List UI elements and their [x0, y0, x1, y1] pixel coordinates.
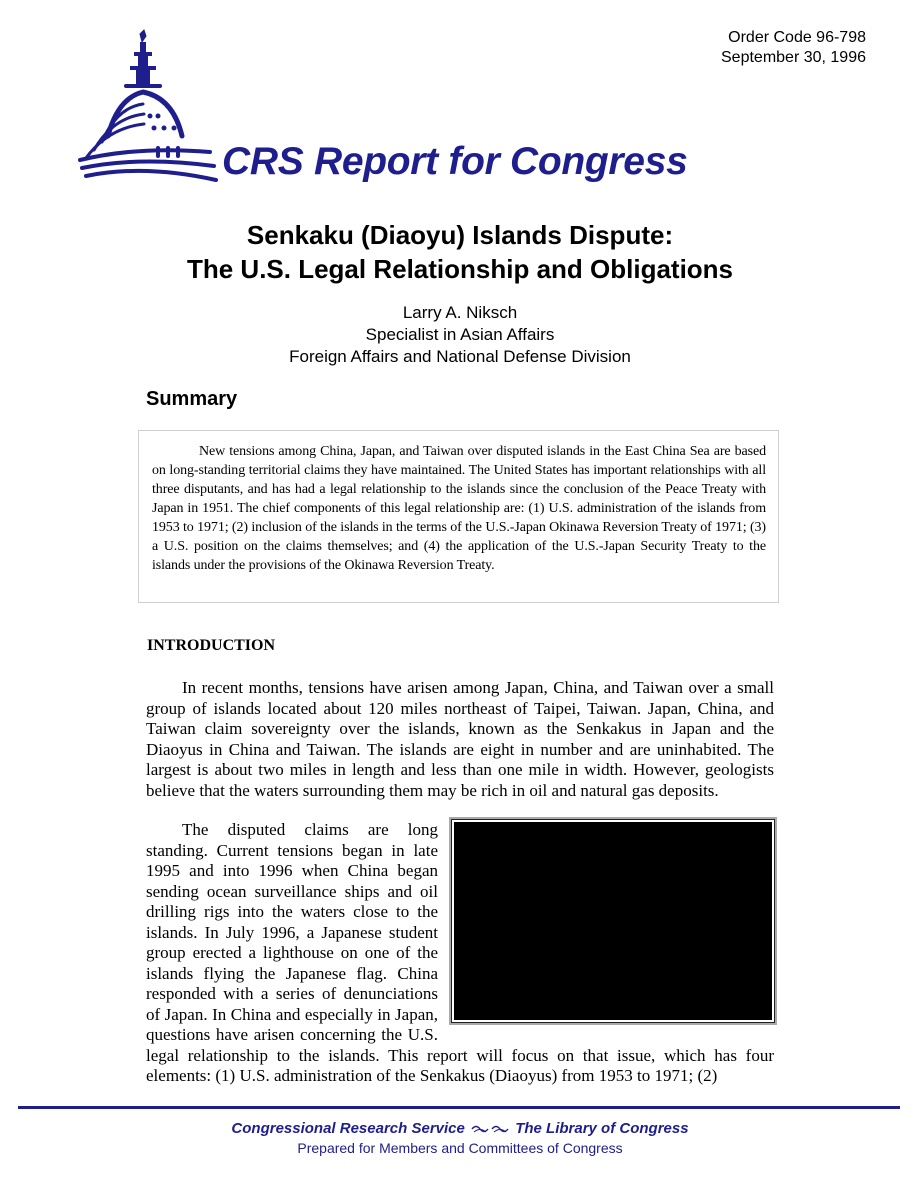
- intro-paragraph-2-container: [146, 820, 774, 1087]
- introduction-heading: INTRODUCTION: [147, 637, 276, 654]
- footer-tagline: Prepared for Members and Committees of Congress: [297, 1140, 623, 1156]
- summary-box: [138, 430, 779, 603]
- report-title: [0, 218, 920, 286]
- capitol-dome-logo: [78, 28, 218, 186]
- footer-loc-name: The Library of Congress: [515, 1120, 689, 1137]
- order-info: [721, 28, 866, 68]
- summary-heading: Summary: [146, 388, 238, 410]
- footer-rule: [18, 1106, 900, 1109]
- author-name: Larry A. Niksch: [402, 303, 518, 322]
- footer-crs-name: Congressional Research Service: [231, 1120, 465, 1137]
- author-info: [0, 302, 920, 368]
- summary-text: New tensions among China, Japan, and Taiwan over disputed islands in the East China Sea are based on long-standing territorial claims they have maintained. The United States has important relationships with all three disputants, and has had a legal relationship to the islands since the conclusion of the Peace Treaty with Japan in 1951. The chief components of this legal relationship are: (1) U.S. administration of the islands from 1953 to 1971; (2) inclusion of the islands in the terms of the U.S.-Japan Okinawa Reversion Treaty of 1971; (3) a U.S. position on the claims themselves; and (4) the application of the U.S.-Japan Security Treaty to the islands under the provisions of the Okinawa Reversion Treaty.: [152, 444, 766, 573]
- title-line-2: The U.S. Legal Relationship and Obligations: [186, 254, 734, 284]
- map-image: [452, 820, 774, 1022]
- report-date: September 30, 1996: [721, 49, 866, 66]
- ornament-icon: [471, 1124, 509, 1134]
- report-masthead: CRS Report for Congress: [222, 140, 688, 183]
- footer-organization: [0, 1120, 920, 1137]
- author-role: Specialist in Asian Affairs: [365, 325, 555, 344]
- intro-paragraph-2: The disputed claims are long standing. Current tensions began in late 1995 and into 1996 when China began sending ocean surveillance ships and oil drilling rigs into the waters close to the islands. In July 1996, a Japanese student group erected a lighthouse on one of the islands flying the Japanese flag. China responded with a series of denunciations of Japan. In China and especially in Japan, questions have arisen concerning the U.S. legal relationship to the islands. This report will focus on that issue, which has four elements: (1) U.S. administration of the Senkakus (Diaoyus) from 1953 to 1971; (2): [146, 820, 774, 1085]
- title-line-1: Senkaku (Diaoyu) Islands Dispute:: [246, 220, 674, 250]
- author-division: Foreign Affairs and National Defense Division: [289, 347, 631, 366]
- intro-paragraph-1: In recent months, tensions have arisen among Japan, China, and Taiwan over a small group of islands located about 120 miles northeast of Taipei, Taiwan. Japan, China, and Taiwan claim sovereignty over the islands, known as the Senkakus in Japan and the Diaoyus in China and Taiwan. The islands are eight in number and are uninhabited. The largest is about two miles in length and less than one mile in width. However, geologists believe that the waters surrounding them may be rich in oil and natural gas deposits.: [146, 678, 774, 800]
- order-code: Order Code 96-798: [728, 29, 866, 46]
